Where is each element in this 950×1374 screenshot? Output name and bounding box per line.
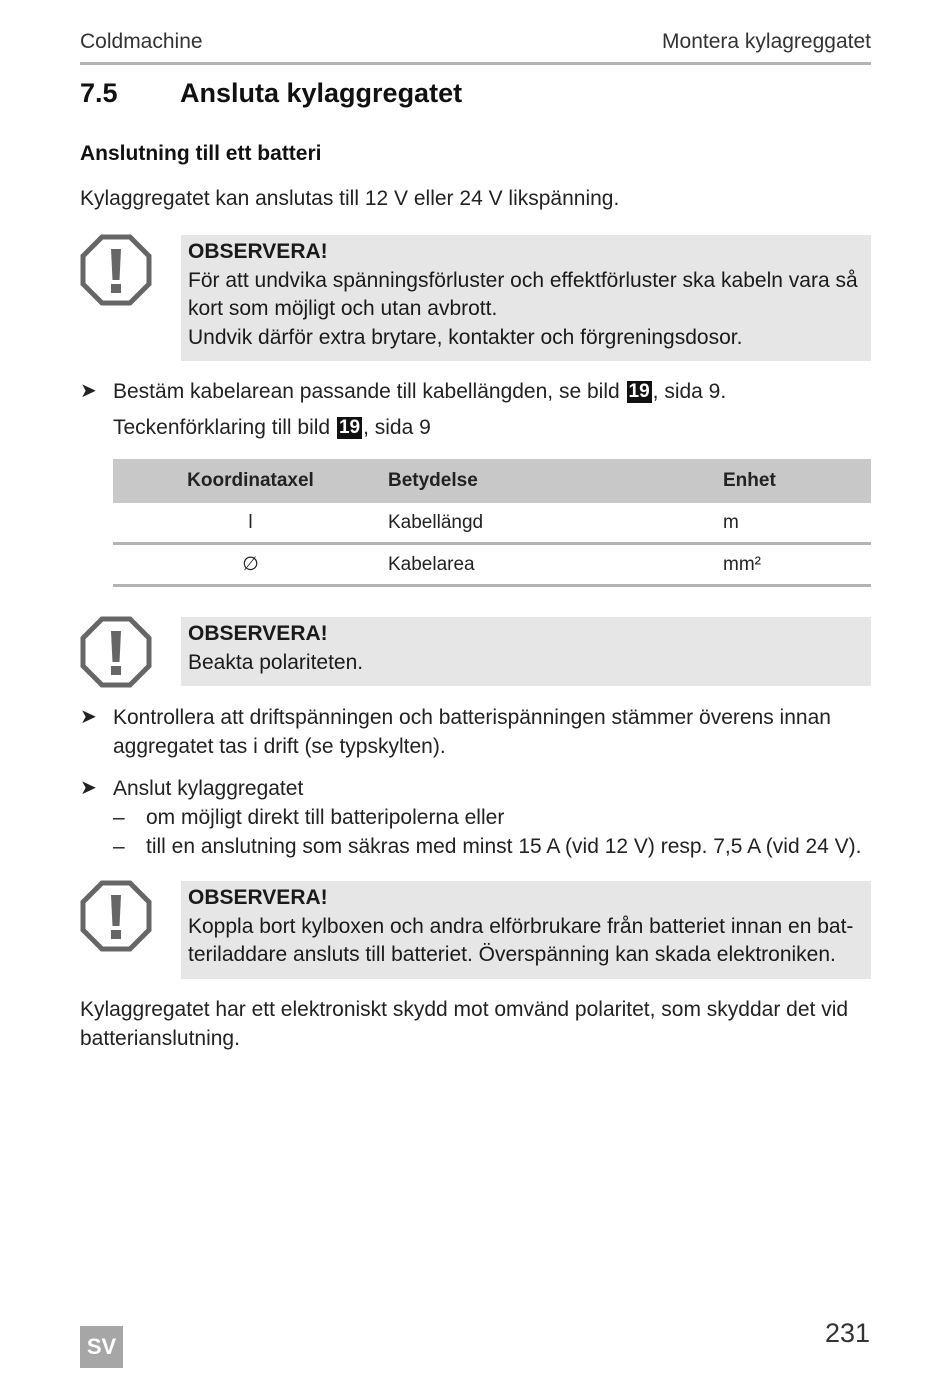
note-box — [181, 235, 871, 361]
column-header: Betydelse — [388, 459, 723, 503]
caption-text: Teckenförklaring till bild — [113, 416, 336, 439]
header-chapter-title: Montera kylagreggatet — [662, 30, 871, 53]
list-item — [113, 832, 862, 861]
section-heading — [80, 78, 462, 109]
step-arrow-icon: ➤ — [80, 706, 97, 728]
note-line: Beakta polariteten. — [188, 650, 364, 674]
closing-paragraph — [80, 995, 871, 1053]
note-line: Koppla bort kylboxen och andra elförbrukare från batteriet innan en bat- — [188, 914, 854, 938]
warning-octagon-icon — [80, 234, 152, 306]
column-header: Enhet — [723, 459, 871, 503]
language-badge: SV — [80, 1326, 123, 1368]
warning-octagon-icon — [80, 616, 152, 688]
note-title: OBSERVERA! — [188, 240, 328, 263]
dash-bullet: – — [113, 835, 125, 858]
note-line: För att undvika spänningsförluster och effektförluster ska kabeln vara så — [188, 268, 858, 292]
table-cell: Kabellängd — [388, 503, 723, 544]
paragraph-line: Kylaggregatet har ett elektroniskt skydd mot omvänd polaritet, som skyddar det vid — [80, 998, 849, 1021]
table-row — [113, 544, 871, 586]
step-check-voltage — [80, 703, 871, 761]
section-title: Ansluta kylaggregatet — [180, 78, 463, 108]
list-item-text: till en anslutning som säkras med minst 15 A (vid 12 V) resp. 7,5 A (vid 24 V). — [146, 835, 862, 858]
step-text — [113, 377, 871, 406]
step-arrow-icon: ➤ — [80, 777, 97, 799]
intro-paragraph: Kylaggregatet kan anslutas till 12 V eller 24 V likspänning. — [80, 187, 620, 210]
step-connect — [80, 774, 871, 803]
step-text: Kontrollera att driftspänningen och batterispänningen stämmer överens innan — [113, 706, 831, 729]
step-text-part: Bestäm kabelarean passande till kabellängden, se bild — [113, 380, 626, 403]
table-header-row — [113, 459, 871, 503]
column-header: Koordinataxel — [113, 459, 388, 503]
note-title: OBSERVERA! — [188, 886, 328, 909]
paragraph-line: batterianslutning. — [80, 1027, 240, 1050]
step-arrow-icon: ➤ — [80, 380, 97, 402]
header-product-name: Coldmachine — [80, 30, 203, 53]
running-header — [80, 30, 871, 65]
note-title: OBSERVERA! — [188, 622, 328, 645]
caption-text: , sida 9 — [363, 416, 431, 439]
step-cable-area — [80, 377, 871, 406]
note-box — [181, 881, 871, 979]
legend-caption — [113, 413, 871, 442]
section-number: 7.5 — [80, 78, 118, 108]
subheading: Anslutning till ett batteri — [80, 142, 322, 165]
table-cell: m — [723, 503, 871, 544]
table-cell: ∅ — [113, 544, 388, 586]
list-item-text: om möjligt direkt till batteripolerna eller — [146, 806, 505, 829]
figure-reference[interactable]: 19 — [628, 381, 650, 402]
table-row — [113, 503, 871, 544]
note-line: kort som möjligt och utan avbrott. — [188, 297, 498, 320]
table-cell: Kabelarea — [388, 544, 723, 586]
table-cell: mm² — [723, 544, 871, 586]
step-text-part: , sida 9. — [652, 380, 727, 403]
figure-reference[interactable]: 19 — [338, 417, 361, 438]
page-number: 231 — [824, 1318, 870, 1348]
legend-table — [113, 459, 871, 587]
note-box — [181, 617, 871, 686]
list-item — [113, 803, 504, 832]
step-text: aggregatet tas i drift (se typskylten). — [113, 735, 446, 758]
note-line: Undvik därför extra brytare, kontakter och förgreningsdosor. — [188, 325, 743, 349]
note-line: teriladdare ansluts till batteriet. Överspänning kan skada elektroniken. — [188, 943, 836, 966]
table-cell: l — [113, 503, 388, 544]
warning-octagon-icon — [80, 880, 152, 952]
step-text: Anslut kylaggregatet — [113, 777, 304, 800]
dash-bullet: – — [113, 806, 125, 829]
